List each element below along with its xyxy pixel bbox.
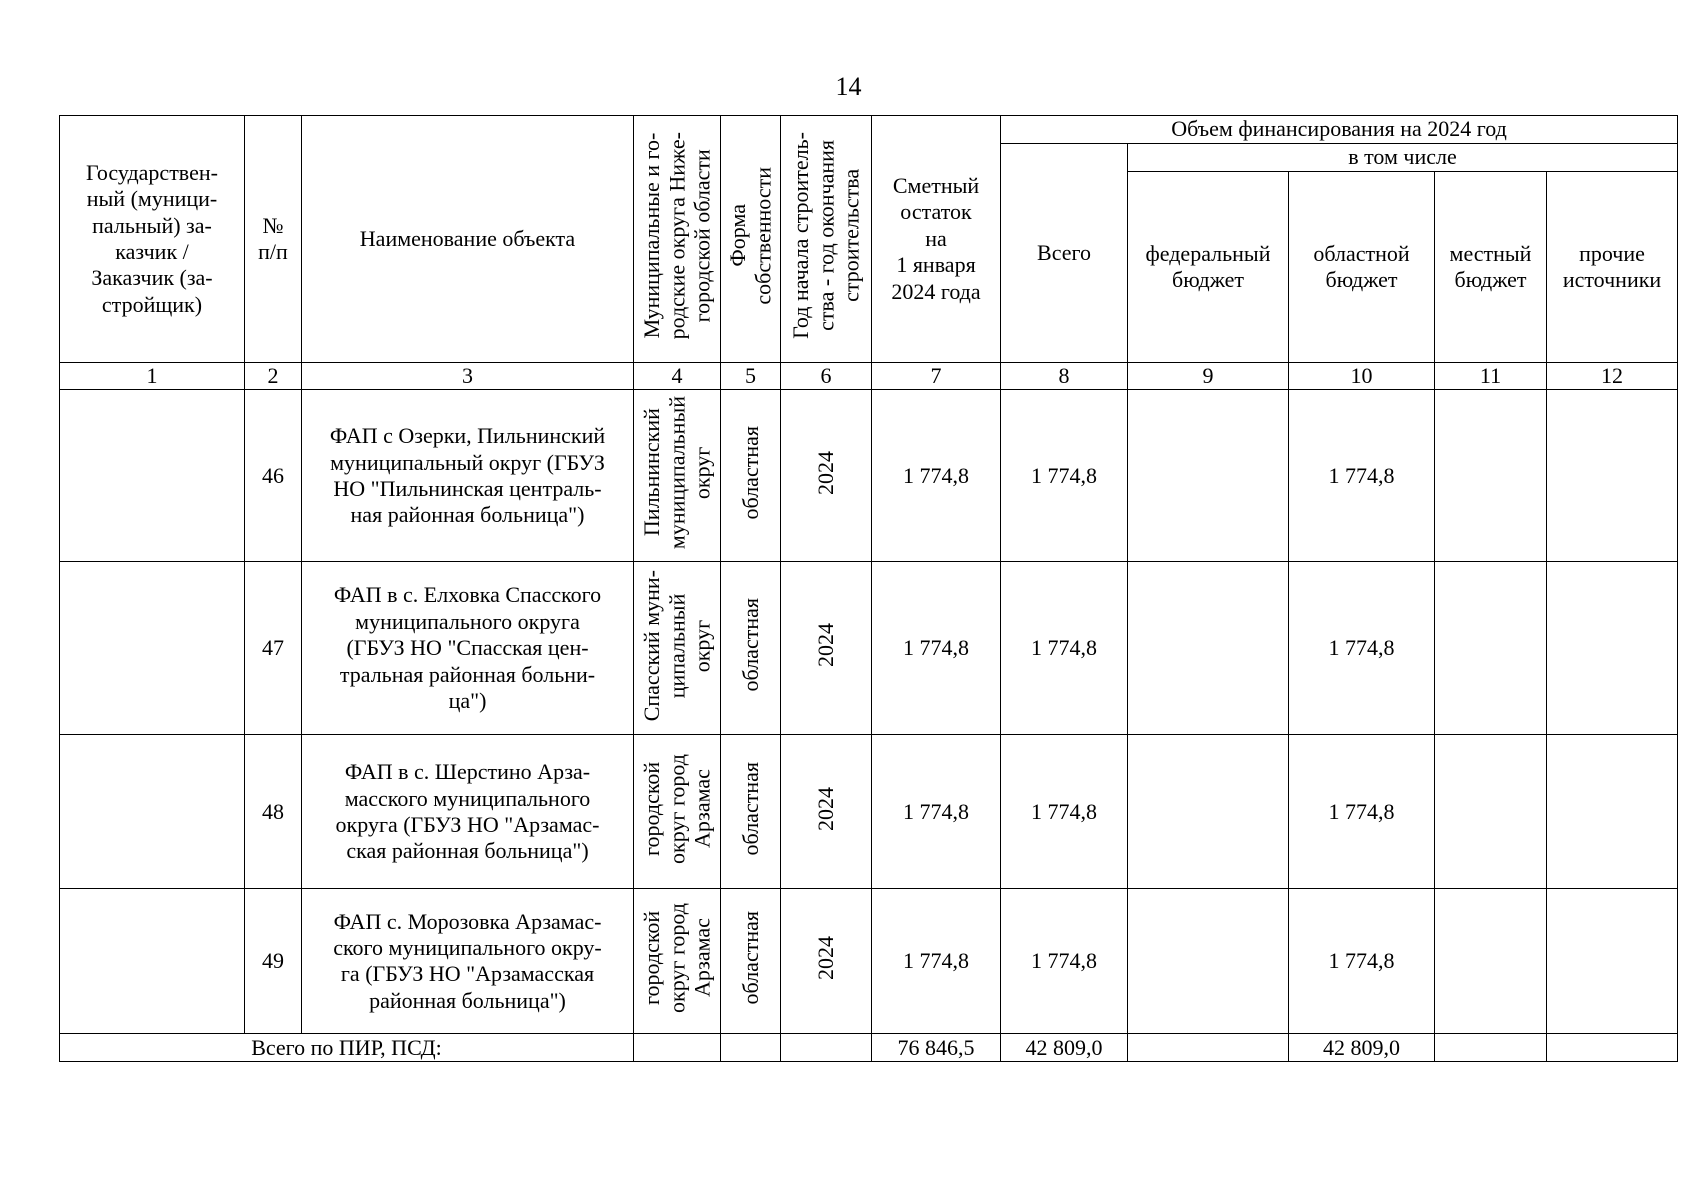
column-number: 7 <box>872 363 1001 390</box>
totals-total: 42 809,0 <box>1001 1034 1128 1062</box>
row-municipality: Спасский муни- ципальный округ <box>634 562 721 735</box>
row-regional: 1 774,8 <box>1289 889 1435 1034</box>
row-ownership: областная <box>721 390 781 562</box>
header-object-name: Наименование объекта <box>302 116 634 363</box>
row-estimate: 1 774,8 <box>872 735 1001 889</box>
row-estimate: 1 774,8 <box>872 889 1001 1034</box>
row-customer <box>60 390 245 562</box>
row-local <box>1435 889 1547 1034</box>
row-federal <box>1128 390 1289 562</box>
row-total: 1 774,8 <box>1001 562 1128 735</box>
header-total: Всего <box>1001 144 1128 363</box>
row-customer <box>60 889 245 1034</box>
table-row <box>60 562 1678 735</box>
row-estimate: 1 774,8 <box>872 562 1001 735</box>
row-ownership: областная <box>721 735 781 889</box>
header-ownership: Форма собственности <box>721 116 781 363</box>
column-number: 3 <box>302 363 634 390</box>
totals-empty-cell <box>781 1034 872 1062</box>
header-customer: Государствен- ный (муници- пальный) за- казчик / Заказчик (за- стройщик) <box>60 116 245 363</box>
header-financing: Объем финансирования на 2024 год <box>1001 116 1678 144</box>
row-other <box>1547 390 1678 562</box>
column-number: 12 <box>1547 363 1678 390</box>
header-municipality: Муниципальные и го- родские округа Ниже- городской области <box>634 116 721 363</box>
row-years: 2024 <box>781 735 872 889</box>
totals-empty-cell <box>721 1034 781 1062</box>
column-number: 11 <box>1435 363 1547 390</box>
totals-row <box>60 1034 1678 1062</box>
row-object-name: ФАП в с. Шерстино Арза- масского муниципального округа (ГБУЗ НО "Арзамас- ская районная больница") <box>302 735 634 889</box>
row-years: 2024 <box>781 889 872 1034</box>
row-federal <box>1128 562 1289 735</box>
row-other <box>1547 562 1678 735</box>
column-number: 6 <box>781 363 872 390</box>
header-years: Год начала строитель- ства - год окончания строительства <box>781 116 872 363</box>
row-federal <box>1128 735 1289 889</box>
table-row <box>60 735 1678 889</box>
row-object-name: ФАП с. Морозовка Арзамас- ского муниципального окру- га (ГБУЗ НО "Арзамасская районная больница") <box>302 889 634 1034</box>
row-years: 2024 <box>781 390 872 562</box>
row-municipality: Пильнинский муниципальный округ <box>634 390 721 562</box>
row-local <box>1435 562 1547 735</box>
row-municipality: городской округ город Арзамас <box>634 735 721 889</box>
row-estimate: 1 774,8 <box>872 390 1001 562</box>
financing-table <box>59 115 1678 1062</box>
row-local <box>1435 735 1547 889</box>
row-ownership: областная <box>721 562 781 735</box>
row-years: 2024 <box>781 562 872 735</box>
header-federal: федеральный бюджет <box>1128 172 1289 363</box>
row-ownership: областная <box>721 889 781 1034</box>
column-number: 4 <box>634 363 721 390</box>
row-customer <box>60 562 245 735</box>
row-num: 46 <box>245 390 302 562</box>
row-municipality: городской округ город Арзамас <box>634 889 721 1034</box>
row-num: 47 <box>245 562 302 735</box>
row-object-name: ФАП в с. Елховка Спасского муниципального округа (ГБУЗ НО "Спасская цен- тральная районная больни- ца") <box>302 562 634 735</box>
column-number: 1 <box>60 363 245 390</box>
row-customer <box>60 735 245 889</box>
totals-regional: 42 809,0 <box>1289 1034 1435 1062</box>
row-regional: 1 774,8 <box>1289 735 1435 889</box>
column-number: 9 <box>1128 363 1289 390</box>
table-row <box>60 390 1678 562</box>
column-number: 8 <box>1001 363 1128 390</box>
row-regional: 1 774,8 <box>1289 562 1435 735</box>
row-num: 48 <box>245 735 302 889</box>
column-number: 2 <box>245 363 302 390</box>
header-other: прочие источники <box>1547 172 1678 363</box>
row-other <box>1547 889 1678 1034</box>
header-local: местный бюджет <box>1435 172 1547 363</box>
totals-local <box>1435 1034 1547 1062</box>
totals-empty-cell <box>634 1034 721 1062</box>
totals-estimate: 76 846,5 <box>872 1034 1001 1062</box>
header-regional: областной бюджет <box>1289 172 1435 363</box>
column-number: 10 <box>1289 363 1435 390</box>
row-regional: 1 774,8 <box>1289 390 1435 562</box>
row-federal <box>1128 889 1289 1034</box>
row-total: 1 774,8 <box>1001 889 1128 1034</box>
totals-federal <box>1128 1034 1289 1062</box>
row-total: 1 774,8 <box>1001 735 1128 889</box>
page-number: 14 <box>835 72 862 101</box>
row-total: 1 774,8 <box>1001 390 1128 562</box>
header-including: в том числе <box>1128 144 1678 172</box>
row-local <box>1435 390 1547 562</box>
header-estimate: Сметный остаток на 1 января 2024 года <box>872 116 1001 363</box>
column-numbers-row <box>60 363 1678 390</box>
row-num: 49 <box>245 889 302 1034</box>
totals-other <box>1547 1034 1678 1062</box>
column-number: 5 <box>721 363 781 390</box>
row-object-name: ФАП с Озерки, Пильнинский муниципальный округ (ГБУЗ НО "Пильнинская централь- ная районная больница") <box>302 390 634 562</box>
header-num: № п/п <box>245 116 302 363</box>
table-row <box>60 889 1678 1034</box>
row-other <box>1547 735 1678 889</box>
totals-label: Всего по ПИР, ПСД: <box>60 1034 634 1062</box>
